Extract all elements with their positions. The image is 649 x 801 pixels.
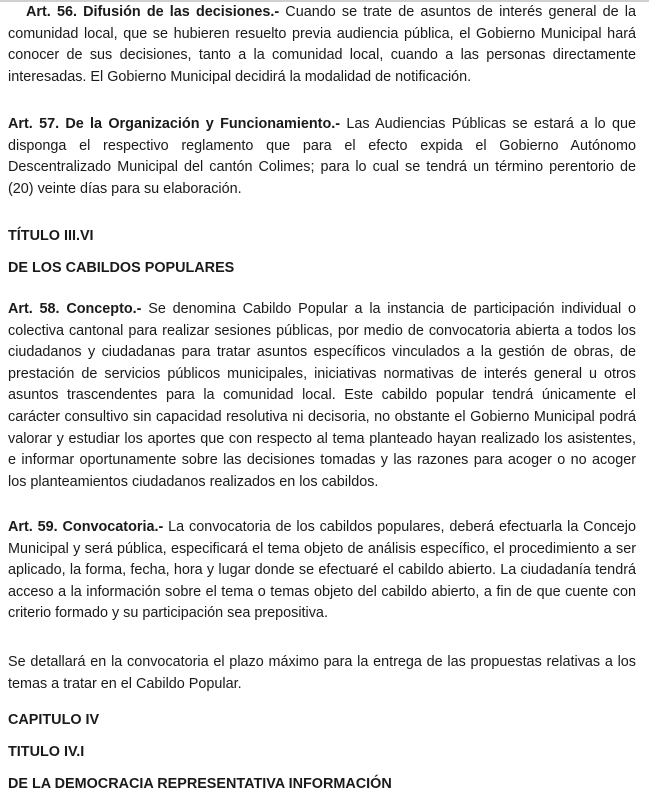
convocatoria-plazo-paragraph: Se detallará en la convocatoria el plazo máximo para la entrega de las propuestas relativas a los temas a tratar en el Cabildo Popular. (8, 654, 636, 692)
democracia-representativa-heading: DE LA DEMOCRACIA REPRESENTATIVA INFORMACIÓN (8, 776, 392, 792)
article-58 (8, 299, 636, 493)
titulo-4-1-heading: TITULO IV.I (8, 744, 85, 760)
article-57-text: Las Audiencias Públicas se estará a lo que disponga el respectivo reglamento que para el efecto expida el Gobierno Autónomo Descentralizado Municipal del cantón Colimes; para lo cual se tendrá un término perentorio de (20) veinte días para su elaboración. (8, 116, 636, 197)
article-58-label: Art. 58. Concepto.- (8, 301, 142, 317)
article-58-text: Se denomina Cabildo Popular a la instancia de participación individual o colectiva cantonal para realizar sesiones públicas, por medio de convocatoria abierta a todos los ciudadanos y ciudadanas para tratar asuntos específicos vinculados a la gestión de obras, de prestación de servicios públicos municipales, iniciativas normativas de interés general u otros asuntos trascendentes para la comunidad local. Este cabildo popular tendrá únicamente el carácter consultivo sin capacidad resolutiva ni decisoria, no obstante el Gobierno Municipal podrá valorar y estudiar los aportes que con respecto al tema planteado hayan realizado los asistentes, e informar oportunamente sobre las decisiones tomadas y las razones para acoger o no acoger los planteamientos ciudadanos realizados en los cabildos. (8, 301, 636, 490)
article-56-text: Cuando se trate de asuntos de interés general de la comunidad local, que se hubieren resuelto previa audiencia pública, el Gobierno Municipal hará conocer de sus decisiones, tanto a la comunidad local, cuando a las personas directamente interesadas. El Gobierno Municipal decidirá la modalidad de notificación. (8, 4, 636, 85)
article-59-label: Art. 59. Convocatoria.- (8, 519, 164, 535)
titulo-3-6-heading: TÍTULO III.VI (8, 228, 94, 244)
capitulo-4-heading: CAPITULO IV (8, 712, 100, 728)
article-56 (8, 2, 636, 88)
article-56-label: Art. 56. Difusión de las decisiones.- (26, 4, 280, 20)
article-57 (8, 114, 636, 200)
article-59 (8, 517, 636, 625)
cabildos-populares-heading: DE LOS CABILDOS POPULARES (8, 260, 235, 276)
article-59-text: La convocatoria de los cabildos populares, deberá efectuarla la Concejo Municipal y será pública, especificará el tema objeto de análisis específico, el procedimiento a ser aplicado, la forma, fecha, hora y lugar donde se efectuaré el cabildo abierto. La ciudadanía tendrá acceso a la información sobre el tema o temas objeto del cabildo abierto, a fin de que cuente con criterio formado y su participación sea prepositiva. (8, 519, 636, 622)
article-57-label: Art. 57. De la Organización y Funcionamiento.- (8, 116, 341, 132)
